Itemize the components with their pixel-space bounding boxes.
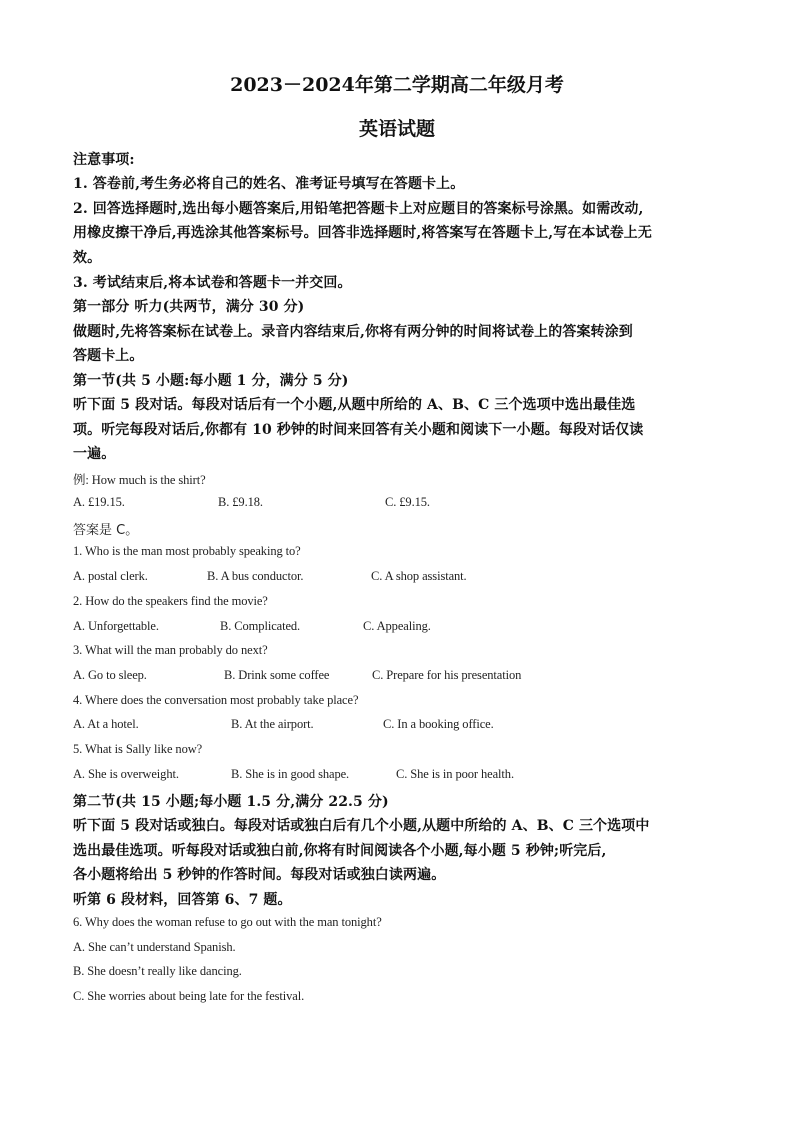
question-6: 6. Why does the woman refuse to go out with the man tonight? bbox=[73, 915, 382, 929]
question-2: 2. How do the speakers find the movie? bbox=[73, 594, 268, 608]
q2-option-c: C. Appealing. bbox=[363, 619, 431, 633]
example-option-a: A. £19.15. bbox=[73, 495, 125, 509]
example-answer: 答案是 C。 bbox=[73, 523, 139, 538]
q4-option-c: C. In a booking office. bbox=[383, 717, 494, 731]
q5-option-a: A. She is overweight. bbox=[73, 767, 179, 781]
q3-option-c: C. Prepare for his presentation bbox=[372, 668, 522, 682]
q6-option-b: B. She doesn’t really like dancing. bbox=[73, 964, 242, 978]
q4-option-b: B. At the airport. bbox=[231, 717, 314, 731]
section2-intro-line-3: 各小题将给出 5 秒钟的作答时间。每段对话或独白读两遍。 bbox=[73, 867, 446, 883]
question-5: 5. What is Sally like now? bbox=[73, 742, 203, 756]
example-question: 例: How much is the shirt? bbox=[73, 473, 206, 487]
q5-option-c: C. She is in poor health. bbox=[396, 767, 514, 781]
q6-option-a: A. She can’t understand Spanish. bbox=[73, 940, 236, 954]
part1-heading: 第一部分 听力(共两节，满分 30 分) bbox=[73, 299, 305, 315]
q2-option-b: B. Complicated. bbox=[220, 619, 301, 633]
question-4: 4. Where does the conversation most probably take place? bbox=[73, 693, 359, 707]
notice-item-2-line-1: 2. 回答选择题时,选出每小题答案后,用铅笔把答题卡上对应题目的答案标号涂黑。如需改动, bbox=[73, 201, 644, 217]
section1-intro-line-1: 听下面 5 段对话。每段对话后有一个小题,从题中所给的 A、B、C 三个选项中选出最佳选 bbox=[73, 397, 636, 413]
question-1: 1. Who is the man most probably speaking to? bbox=[73, 544, 301, 558]
section1-heading: 第一节(共 5 小题:每小题 1 分，满分 5 分) bbox=[73, 373, 349, 389]
question-3: 3. What will the man probably do next? bbox=[73, 643, 268, 657]
notice-item-1: 1. 答卷前,考生务必将自己的姓名、准考证号填写在答题卡上。 bbox=[73, 176, 465, 192]
example-option-b: B. £9.18. bbox=[218, 495, 263, 509]
q2-option-a: A. Unforgettable. bbox=[73, 619, 159, 633]
notice-item-3: 3. 考试结束后,将本试卷和答题卡一并交回。 bbox=[73, 275, 352, 291]
notice-heading: 注意事项: bbox=[73, 152, 135, 168]
exam-title: 2023－2024年第二学期高二年级月考 bbox=[230, 74, 564, 96]
q1-option-a: A. postal clerk. bbox=[73, 569, 148, 583]
q1-option-b: B. A bus conductor. bbox=[207, 569, 304, 583]
part1-intro-line-1: 做题时,先将答案标在试卷上。录音内容结束后,你将有两分钟的时间将试卷上的答案转涂到 bbox=[73, 324, 633, 340]
exam-subtitle: 英语试题 bbox=[358, 118, 435, 140]
q3-option-a: A. Go to sleep. bbox=[73, 668, 147, 682]
section2-intro-line-1: 听下面 5 段对话或独白。每段对话或独白后有几个小题,从题中所给的 A、B、C 三个选项中 bbox=[73, 818, 650, 834]
material-6-heading: 听第 6 段材料，回答第 6、7 题。 bbox=[73, 892, 292, 908]
section1-intro-line-2: 项。听完每段对话后,你都有 10 秒钟的时间来回答有关小题和阅读下一小题。每段对话仅读 bbox=[73, 422, 644, 438]
q3-option-b: B. Drink some coffee bbox=[224, 668, 330, 682]
q6-option-c: C. She worries about being late for the festival. bbox=[73, 989, 305, 1003]
q5-option-b: B. She is in good shape. bbox=[231, 767, 350, 781]
example-option-c: C. £9.15. bbox=[385, 495, 430, 509]
section1-intro-line-3: 一遍。 bbox=[73, 446, 116, 462]
section2-heading: 第二节(共 15 小题;每小题 1.5 分,满分 22.5 分) bbox=[73, 794, 389, 810]
q4-option-a: A. At a hotel. bbox=[73, 717, 139, 731]
q1-option-c: C. A shop assistant. bbox=[371, 569, 467, 583]
section2-intro-line-2: 选出最佳选项。听每段对话或独白前,你将有时间阅读各个小题,每小题 5 秒钟;听完后, bbox=[73, 843, 607, 859]
part1-intro-line-2: 答题卡上。 bbox=[73, 348, 144, 364]
notice-item-2-line-3: 效。 bbox=[73, 250, 102, 266]
notice-item-2-line-2: 用橡皮擦干净后,再选涂其他答案标号。回答非选择题时,将答案写在答题卡上,写在本试卷上无 bbox=[73, 225, 652, 241]
